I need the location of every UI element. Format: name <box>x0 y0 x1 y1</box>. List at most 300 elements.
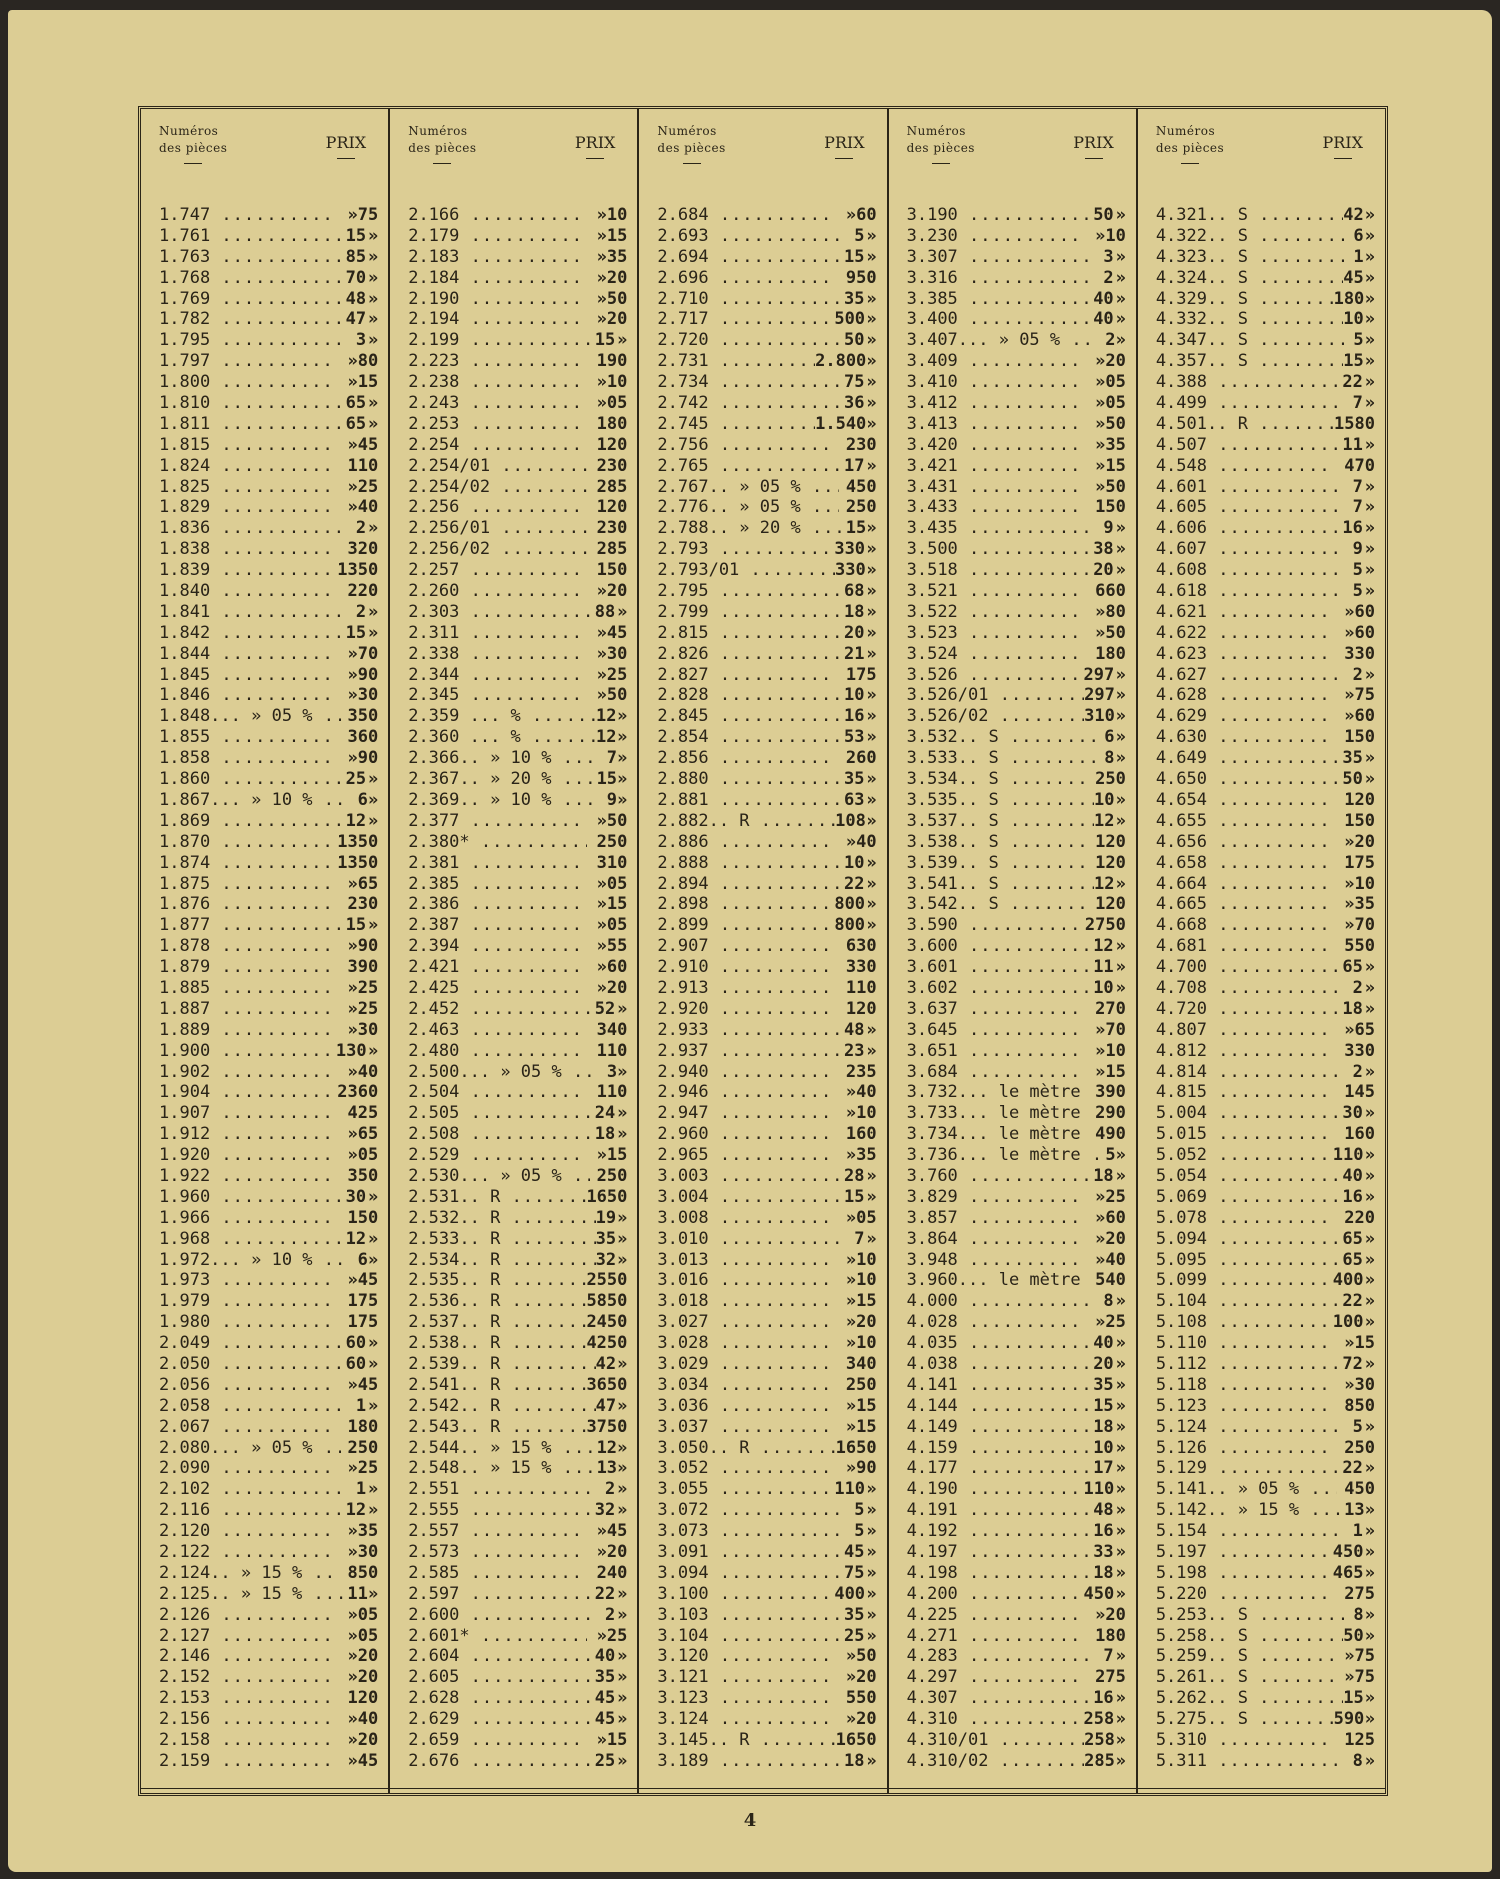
price-francs: » <box>596 915 607 936</box>
part-number: 3.008 ..... <box>657 1208 835 1228</box>
price-centimes: » <box>617 1207 628 1228</box>
part-number: 2.898 ..... <box>657 894 834 914</box>
price-francs: 1 <box>1095 643 1106 664</box>
price-francs: 4 <box>1344 455 1355 476</box>
price-row <box>907 1438 1128 1459</box>
part-number: 5.124 ..... <box>1156 1417 1342 1437</box>
price-francs: 3 <box>1095 1082 1106 1103</box>
price-francs: 5 <box>1353 330 1364 351</box>
part-number: 2.345 ..... <box>408 685 586 705</box>
price-centimes: » <box>617 1124 628 1145</box>
part-number: 4.144 ..... <box>907 1396 1093 1416</box>
price-centimes: » <box>866 518 877 539</box>
price-row <box>907 748 1128 769</box>
part-number: 4.507 ..... <box>1156 435 1342 455</box>
price-centimes: » <box>1364 205 1376 225</box>
price-centimes: 20 <box>606 581 628 602</box>
price-row <box>159 1312 380 1333</box>
price-centimes: » <box>617 1709 628 1730</box>
price-francs: 15 <box>1093 1395 1114 1416</box>
price-francs: 3 <box>596 1019 607 1040</box>
price-centimes: 80 <box>1105 601 1126 622</box>
part-number: 1.885 ..... <box>159 978 337 998</box>
price-francs: 18 <box>1093 1416 1114 1437</box>
price-row <box>1156 1667 1377 1688</box>
part-number: 4.618 ..... <box>1156 581 1342 601</box>
part-number: 2.359 ... % ..... <box>408 706 596 726</box>
part-number: 2.360 ... % ..... <box>408 727 596 747</box>
price-centimes: » <box>866 1500 877 1521</box>
price-francs: 1 <box>1095 831 1106 852</box>
part-number: 3.538.. S ..... <box>907 832 1087 852</box>
part-number: 2.765 ..... <box>657 456 843 476</box>
price-centimes: 30 <box>856 936 877 957</box>
price-francs: 7 <box>1352 476 1363 497</box>
part-number: 2.828 ..... <box>657 685 843 705</box>
price-francs: 45 <box>843 1542 865 1562</box>
price-francs: » <box>347 1374 358 1395</box>
price-row <box>657 1270 878 1291</box>
price-francs: 20 <box>843 622 865 643</box>
price-francs: 590 <box>1333 1709 1365 1730</box>
price-francs: » <box>347 936 358 957</box>
part-number: 2.385 ..... <box>408 874 586 894</box>
price-centimes: » <box>1115 706 1126 727</box>
price-centimes: » <box>1364 225 1376 246</box>
price-francs: 1 <box>596 351 607 372</box>
price-centimes: 05 <box>1105 393 1126 414</box>
price-centimes: » <box>866 727 877 748</box>
price-row <box>1156 1020 1377 1041</box>
price-row <box>408 706 629 727</box>
price-centimes: 20 <box>357 1688 379 1709</box>
part-number: 2.120 ..... <box>159 1521 337 1541</box>
part-number: 2.694 ..... <box>657 247 843 267</box>
price-centimes: 20 <box>357 1730 379 1751</box>
price-row <box>907 330 1128 351</box>
price-francs: 2 <box>845 497 857 518</box>
part-number: 5.220 ..... <box>1156 1584 1334 1604</box>
price-francs: 3 <box>845 1353 857 1374</box>
price-row <box>1156 1124 1377 1145</box>
price-centimes: 80 <box>1105 643 1126 664</box>
part-number: 4.668 ..... <box>1156 915 1334 935</box>
price-row <box>907 205 1128 226</box>
numeros-label: Numéros <box>159 124 219 138</box>
part-number: 2.693 ..... <box>657 226 843 246</box>
part-number: 3.407... » 05 % ..... <box>907 330 1098 350</box>
part-number: 2.504 ..... <box>408 1082 586 1102</box>
catalog-page <box>8 10 1492 1872</box>
part-number: 2.256/02 ..... <box>408 539 587 559</box>
part-number: 4.307 ..... <box>907 1688 1093 1708</box>
price-francs: 330 <box>834 539 866 560</box>
part-number: 5.197 ..... <box>1156 1542 1333 1562</box>
part-number: 2.381 ..... <box>408 853 586 873</box>
price-centimes: 05 <box>357 1625 379 1646</box>
price-francs: » <box>347 205 358 225</box>
price-row <box>1156 685 1377 706</box>
price-row <box>1156 456 1377 477</box>
part-number: 2.543.. R ..... <box>408 1417 586 1437</box>
price-row <box>408 1312 629 1333</box>
part-number: 3.400 ..... <box>907 309 1093 329</box>
part-number: 1.922 ..... <box>159 1166 337 1186</box>
price-francs: 4 <box>845 476 857 497</box>
part-number: 2.880 ..... <box>657 769 843 789</box>
price-row <box>1156 289 1377 310</box>
price-francs: » <box>347 434 358 455</box>
price-row <box>1156 1521 1377 1542</box>
price-francs: 1 <box>1344 852 1355 873</box>
price-francs: » <box>347 1270 358 1291</box>
price-francs: 25 <box>586 1270 607 1291</box>
part-number: 3.091 ..... <box>657 1542 843 1562</box>
column-header <box>408 123 629 205</box>
price-francs: 38 <box>1093 539 1114 560</box>
price-centimes: » <box>617 769 628 790</box>
numeros-header <box>159 123 227 164</box>
price-francs: 258 <box>1084 1730 1115 1751</box>
price-centimes: 85 <box>606 476 628 497</box>
price-row <box>907 247 1128 268</box>
price-francs: 27 <box>1084 915 1106 936</box>
part-number: 3.521 ..... <box>907 581 1085 601</box>
price-francs: » <box>845 1458 857 1479</box>
part-number: 3.034 ..... <box>657 1375 835 1395</box>
price-centimes: » <box>1364 1542 1376 1562</box>
part-number: 4.623 ..... <box>1156 644 1334 664</box>
part-number: 2.146 ..... <box>159 1646 337 1666</box>
price-francs: » <box>596 267 607 288</box>
price-centimes: » <box>1364 1145 1376 1166</box>
part-number: 1.960 ..... <box>159 1187 345 1207</box>
price-row <box>408 832 629 853</box>
part-number: 1.810 ..... <box>159 393 345 413</box>
price-centimes: 20 <box>357 581 379 602</box>
price-centimes: 10 <box>1354 873 1376 894</box>
price-francs: 1 <box>1095 497 1106 518</box>
price-row <box>657 602 878 623</box>
price-centimes: 15 <box>357 372 379 393</box>
numeros-label: Numéros <box>408 124 468 138</box>
price-francs: 1 <box>596 560 607 581</box>
price-row <box>907 1041 1128 1062</box>
price-francs: 2 <box>347 894 358 915</box>
price-row <box>159 289 380 310</box>
price-row <box>1156 1709 1377 1730</box>
part-number: 3.100 ..... <box>657 1584 834 1604</box>
price-row <box>1156 1103 1377 1124</box>
price-row <box>408 1208 629 1229</box>
price-centimes: » <box>1364 1312 1376 1333</box>
part-number: 2.452 ..... <box>408 999 594 1019</box>
price-francs: 110 <box>1083 1479 1115 1500</box>
price-row <box>408 581 629 602</box>
price-centimes: 30 <box>606 643 628 664</box>
price-centimes: » <box>1364 998 1376 1019</box>
price-row <box>408 1521 629 1542</box>
price-centimes: » <box>1364 581 1376 602</box>
part-number: 5.253.. S ..... <box>1156 1605 1344 1625</box>
price-centimes: » <box>1364 351 1376 372</box>
price-francs: 2 <box>1352 1061 1363 1082</box>
price-centimes: 50 <box>606 1312 628 1333</box>
price-francs: 100 <box>1332 1312 1364 1333</box>
price-row <box>159 560 380 581</box>
price-row <box>408 1417 629 1438</box>
price-francs: 45 <box>594 1709 616 1730</box>
price-centimes: » <box>367 309 379 330</box>
price-francs: 22 <box>1342 1291 1363 1312</box>
price-centimes: 80 <box>1105 1625 1126 1646</box>
price-francs: 13 <box>596 1458 618 1479</box>
price-centimes: 10 <box>606 852 628 873</box>
price-centimes: » <box>1115 789 1126 810</box>
price-row <box>907 706 1128 727</box>
price-row <box>657 205 878 226</box>
price-centimes: 75 <box>357 1291 379 1312</box>
price-centimes: » <box>1115 1562 1126 1583</box>
price-francs: 2 <box>596 1562 607 1583</box>
price-centimes: » <box>1364 1228 1376 1249</box>
part-number: 2.102 ..... <box>159 1479 345 1499</box>
price-centimes: 50 <box>856 1374 877 1395</box>
price-row <box>907 894 1128 915</box>
part-number: 2.555 ..... <box>408 1500 594 1520</box>
price-centimes: » <box>367 1186 379 1207</box>
price-centimes: 30 <box>606 518 628 539</box>
price-centimes: 35 <box>606 246 628 267</box>
price-francs: » <box>1344 685 1355 706</box>
price-francs: 16 <box>1093 1688 1114 1709</box>
price-centimes: » <box>617 789 628 810</box>
price-francs: 25 <box>345 769 367 790</box>
part-number: 2.190 ..... <box>408 289 586 309</box>
price-centimes: 40 <box>856 1353 877 1374</box>
price-centimes: 75 <box>357 205 379 225</box>
part-number: 1.920 ..... <box>159 1145 337 1165</box>
price-row <box>408 477 629 498</box>
part-number: 2.544.. » 15 % ..... <box>408 1438 596 1458</box>
price-centimes: » <box>1364 1562 1376 1583</box>
price-centimes: » <box>866 413 877 434</box>
part-number: 1.839 ..... <box>159 560 337 580</box>
part-number: 1.912 ..... <box>159 1124 337 1144</box>
price-centimes: » <box>1115 1437 1126 1458</box>
price-centimes: 50 <box>606 1291 628 1312</box>
price-centimes: 25 <box>1105 1186 1126 1207</box>
price-row <box>408 539 629 560</box>
price-row <box>657 999 878 1020</box>
price-row <box>408 1605 629 1626</box>
price-row <box>408 351 629 372</box>
price-row <box>408 1730 629 1751</box>
price-centimes: 35 <box>357 1521 379 1542</box>
part-number: 3.421 ..... <box>907 456 1085 476</box>
part-number: 3.601 ..... <box>907 957 1093 977</box>
price-list <box>1156 205 1377 1772</box>
price-centimes: » <box>866 685 877 706</box>
price-centimes: » <box>866 539 877 560</box>
part-number: 2.127 ..... <box>159 1626 337 1646</box>
price-row <box>907 456 1128 477</box>
price-row <box>657 1312 878 1333</box>
price-centimes: » <box>1364 330 1376 351</box>
price-row <box>408 497 629 518</box>
price-row <box>1156 477 1377 498</box>
price-centimes: 50 <box>357 852 379 873</box>
price-row <box>1156 936 1377 957</box>
price-row <box>907 811 1128 832</box>
part-number: 1.842 ..... <box>159 623 345 643</box>
header-dash <box>1181 163 1199 164</box>
part-number: 1.900 ..... <box>159 1041 336 1061</box>
price-centimes: 10 <box>606 372 628 393</box>
price-list <box>159 205 380 1772</box>
part-number: 5.123 ..... <box>1156 1396 1334 1416</box>
price-francs: » <box>347 1646 358 1667</box>
price-francs: » <box>845 1333 857 1354</box>
price-centimes: » <box>1115 1395 1126 1416</box>
price-centimes: » <box>367 789 379 810</box>
price-francs: 2 <box>1344 1437 1355 1458</box>
part-number: 2.124.. » 15 % ..... <box>159 1563 340 1583</box>
price-francs: 3 <box>606 1061 618 1082</box>
part-number: 2.946 ..... <box>657 1082 835 1102</box>
price-centimes: 60 <box>606 957 628 978</box>
price-francs: » <box>1095 1207 1106 1228</box>
part-number: 1.979 ..... <box>159 1291 337 1311</box>
price-francs: 10 <box>1093 1437 1114 1458</box>
part-number: 4.814 ..... <box>1156 1062 1342 1082</box>
price-row <box>159 1062 380 1083</box>
price-row <box>907 1709 1128 1730</box>
part-number: 4.197 ..... <box>907 1542 1093 1562</box>
price-centimes: 60 <box>1354 1124 1376 1145</box>
part-number: 3.541.. S ..... <box>907 874 1094 894</box>
price-row <box>657 1584 878 1605</box>
price-centimes: » <box>1115 685 1126 706</box>
price-centimes: 30 <box>357 1542 379 1562</box>
price-centimes: 10 <box>357 455 379 476</box>
price-francs: 2 <box>596 539 607 560</box>
price-row <box>907 665 1128 686</box>
price-centimes: » <box>367 1395 379 1416</box>
price-centimes: » <box>866 1625 877 1646</box>
part-number: 3.526 ..... <box>907 665 1084 685</box>
price-francs: 15 <box>1343 351 1364 372</box>
price-row <box>657 1458 878 1479</box>
price-centimes: » <box>1364 977 1376 998</box>
price-centimes: 80 <box>357 1416 379 1437</box>
price-francs: 18 <box>843 601 865 622</box>
price-row <box>657 1229 878 1250</box>
part-number: 1.968 ..... <box>159 1229 345 1249</box>
part-number: 3.010 ..... <box>657 1229 843 1249</box>
price-centimes: 10 <box>856 977 877 998</box>
part-number: 3.760 ..... <box>907 1166 1093 1186</box>
price-francs: 4 <box>1344 1479 1355 1500</box>
part-number: 3.124 ..... <box>657 1709 835 1729</box>
price-centimes: 50 <box>357 1437 379 1458</box>
price-francs: 35 <box>595 1228 617 1249</box>
price-centimes: 30 <box>606 455 628 476</box>
price-row <box>657 1730 878 1751</box>
price-row <box>1156 226 1377 247</box>
price-francs: 6 <box>845 936 857 957</box>
price-centimes: » <box>1115 1583 1126 1604</box>
part-number: 3.316 ..... <box>907 268 1093 288</box>
part-number: 3.539.. S ..... <box>907 853 1087 873</box>
price-francs: » <box>347 1124 358 1145</box>
price-row <box>657 351 878 372</box>
price-francs: 12 <box>596 1437 618 1458</box>
price-row <box>1156 1688 1377 1709</box>
price-centimes: 50 <box>1105 915 1126 936</box>
price-centimes: » <box>1364 518 1376 539</box>
price-row <box>159 414 380 435</box>
price-row <box>159 205 380 226</box>
price-francs: 2 <box>347 1437 358 1458</box>
price-francs: 65 <box>1342 1249 1363 1270</box>
price-row <box>907 351 1128 372</box>
price-francs: 65 <box>345 393 367 414</box>
price-row <box>907 853 1128 874</box>
price-francs: 15 <box>845 518 867 539</box>
price-francs: 1 <box>845 998 857 1019</box>
part-number: 4.141 ..... <box>907 1375 1093 1395</box>
part-number: 3.534.. S ..... <box>907 769 1087 789</box>
price-centimes: 40 <box>606 1019 628 1040</box>
part-number: 4.649 ..... <box>1156 748 1342 768</box>
price-row <box>1156 1458 1377 1479</box>
part-number: 2.551 ..... <box>408 1479 594 1499</box>
price-francs: 800 <box>834 894 866 915</box>
part-number: 4.601 ..... <box>1156 477 1342 497</box>
price-centimes: 25 <box>357 977 379 998</box>
price-francs: » <box>596 246 607 267</box>
price-row <box>408 1354 629 1375</box>
price-row <box>657 456 878 477</box>
price-row <box>1156 915 1377 936</box>
price-centimes: 25 <box>357 1103 379 1124</box>
price-francs: 18 <box>1342 998 1363 1019</box>
price-row <box>408 685 629 706</box>
price-francs: 75 <box>843 372 865 393</box>
price-centimes: » <box>1364 1625 1376 1646</box>
price-francs: 5 <box>1352 1416 1363 1437</box>
price-francs: » <box>347 1709 358 1730</box>
price-row <box>159 769 380 790</box>
price-row <box>657 811 878 832</box>
price-francs: 16 <box>835 1437 857 1458</box>
price-francs: 45 <box>594 1688 616 1709</box>
price-centimes: 50 <box>606 1165 628 1186</box>
price-francs: 3 <box>1344 1040 1355 1061</box>
price-centimes: » <box>1115 288 1126 309</box>
price-francs: 35 <box>843 1604 865 1625</box>
price-francs: 58 <box>586 1291 607 1312</box>
price-row <box>657 1688 878 1709</box>
part-number: 3.004 ..... <box>657 1187 843 1207</box>
price-row <box>1156 1312 1377 1333</box>
price-centimes: » <box>1364 1500 1376 1521</box>
price-francs: 8 <box>1353 1604 1364 1625</box>
price-row <box>907 1375 1128 1396</box>
des-pieces-label: des pièces <box>159 141 228 155</box>
price-francs: » <box>1095 1040 1106 1061</box>
